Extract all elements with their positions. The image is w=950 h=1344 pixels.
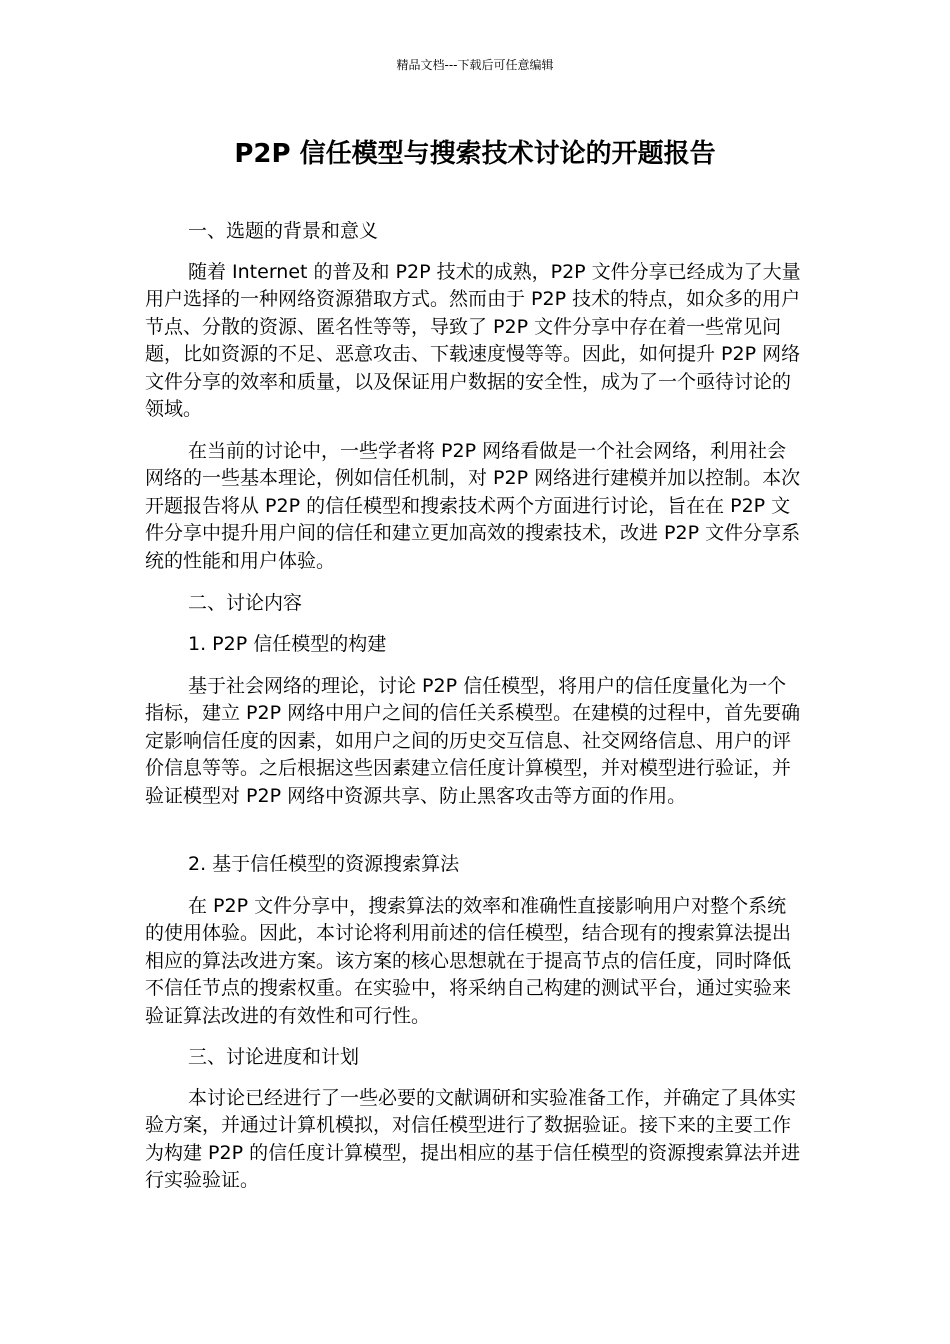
paragraph-search-algorithm xyxy=(145,893,805,1030)
paragraph-text: 本讨论已经进行了一些必要的文献调研和实验准备工作，并确定了具体实验方案，并通过计算机模拟，对信任模型进行了数据验证。接下来的主要工作为构建 P2P 的信任度计算模型，提出相应的基于信任模型的资源搜索算法并进行实验验证。 xyxy=(145,1087,801,1192)
paragraph-progress xyxy=(145,1085,805,1195)
paragraph-text: 在 P2P 文件分享中，搜索算法的效率和准确性直接影响用户对整个系统的使用体验。因此，本讨论将利用前述的信任模型，结合现有的搜索算法提出相应的算法改进方案。该方案的核心思想就在于提高节点的信任度，同时降低不信任节点的搜索权重。在实验中，将采纳自己构建的测试平台，通过实验来验证算法改进的有效性和可行性。 xyxy=(145,895,792,1027)
subsection-heading-trust-model: 1. P2P 信任模型的构建 xyxy=(188,633,387,655)
subsection-heading-search-algorithm: 2. 基于信任模型的资源搜索算法 xyxy=(188,853,460,875)
section-heading-progress: 三、讨论进度和计划 xyxy=(188,1046,360,1068)
paragraph-text: 在当前的讨论中，一些学者将 P2P 网络看做是一个社会网络，利用社会网络的一些基本理论，例如信任机制，对 P2P 网络进行建模并加以控制。本次开题报告将从 P2P 的信任模型和搜索技术两个方面进行讨论，旨在在 P2P 文件分享中提升用户间的信任和建立更加高效的搜索技术，改进 P2P 文件分享系统的性能和用户体验。 xyxy=(145,440,801,572)
paragraph-trust-model xyxy=(145,673,805,810)
document-title: P2P 信任模型与搜索技术讨论的开题报告 xyxy=(234,139,716,169)
paragraph-text: 随着 Internet 的普及和 P2P 技术的成熟，P2P 文件分享已经成为了大量用户选择的一种网络资源猎取方式。然而由于 P2P 技术的特点，如众多的用户节点、分散的资源、匿名性等等，导致了 P2P 文件分享中存在着一些常见问题，比如资源的不足、恶意攻击、下载速度慢等等。因此，如何提升 P2P 网络文件分享的效率和质量，以及保证用户数据的安全性，成为了一个亟待讨论的领域。 xyxy=(145,261,801,421)
section-heading-content: 二、讨论内容 xyxy=(188,592,303,614)
paragraph-background-1 xyxy=(145,259,805,423)
paragraph-background-2 xyxy=(145,438,805,575)
paragraph-text: 基于社会网络的理论，讨论 P2P 信任模型，将用户的信任度量化为一个指标，建立 P2P 网络中用户之间的信任关系模型。在建模的过程中，首先要确定影响信任度的因素，如用户之间的历史交互信息、社交网络信息、用户的评价信息等等。之后根据这些因素建立信任度计算模型，并对模型进行验证，并验证模型对 P2P 网络中资源共享、防止黑客攻击等方面的作用。 xyxy=(145,675,801,807)
section-heading-background: 一、选题的背景和意义 xyxy=(188,220,379,242)
page-header: 精品文档---下载后可任意编辑 xyxy=(396,58,554,72)
